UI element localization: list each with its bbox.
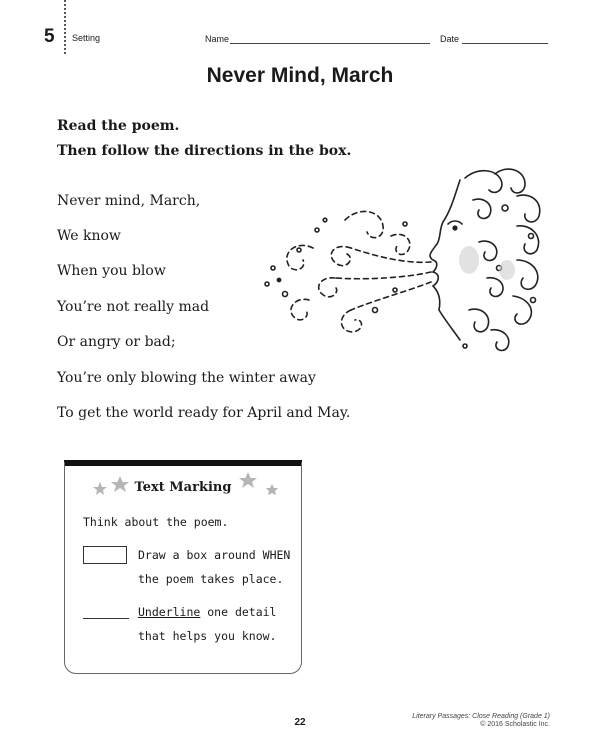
footer-copyright: © 2016 Scholastic Inc. — [480, 721, 550, 728]
lesson-number: 5 — [44, 26, 55, 47]
name-label: Name — [205, 34, 230, 44]
box-direction-line-2: the poem takes place. — [138, 572, 284, 586]
box-direction-prefix: Draw a box around — [138, 548, 256, 562]
poem-line-5: Or angry or bad; — [57, 334, 176, 350]
poem-line-3: When you blow — [57, 263, 166, 279]
page-number: 22 — [294, 717, 306, 728]
underline-direction-suffix: one detail — [207, 605, 277, 619]
date-field[interactable] — [462, 43, 548, 44]
lesson-label: Setting — [72, 33, 101, 43]
text-marking-title: Text Marking — [134, 480, 232, 495]
poem-line-6: You’re only blowing the winter away — [57, 370, 316, 386]
box-direction-line-1 — [138, 548, 290, 562]
wind-face-illustration — [255, 160, 550, 360]
underline-direction-line-1 — [138, 605, 277, 619]
page-title: Never Mind, March — [206, 64, 394, 87]
poem-line-2: We know — [57, 228, 121, 244]
underline-direction-emphasis: Underline — [138, 605, 201, 619]
text-marking-prompt: Think about the poem. — [83, 515, 229, 529]
box-marking-example — [83, 546, 127, 564]
underline-marking-example — [83, 618, 129, 619]
poem-line-4: You’re not really mad — [57, 299, 210, 315]
poem-line-7: To get the world ready for April and May. — [57, 405, 351, 421]
name-field[interactable] — [230, 43, 430, 44]
footer-credit: Literary Passages: Close Reading (Grade 1) — [412, 713, 550, 720]
box-direction-emphasis: WHEN — [262, 548, 291, 562]
header-dots-divider — [64, 0, 66, 54]
underline-direction-line-2: that helps you know. — [138, 629, 277, 643]
instruction-line-1: Read the poem. — [57, 118, 180, 134]
poem-line-1: Never mind, March, — [57, 193, 201, 209]
date-label: Date — [440, 34, 460, 44]
instruction-line-2: Then follow the directions in the box. — [57, 143, 352, 159]
